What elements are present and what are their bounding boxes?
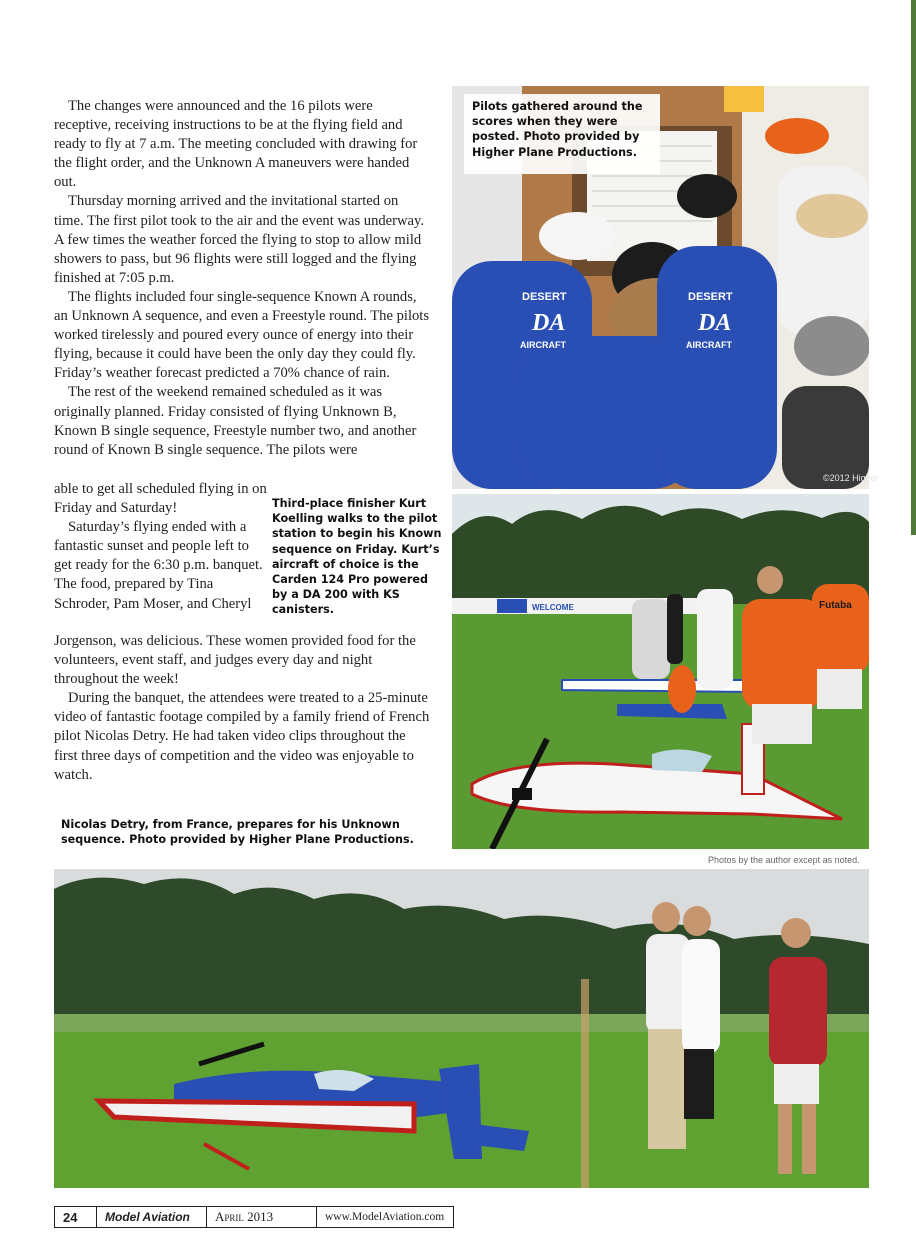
shirt-logo-text: DA (532, 310, 566, 336)
shirt-futaba-text: Futaba (819, 600, 852, 611)
photo-field (54, 869, 869, 1188)
issue-date: April 2013 (207, 1207, 317, 1227)
paragraph: Jorgenson, was delicious. These women provided food for the volunteers, event staff, and judges every day and night throughout the week! (54, 633, 416, 688)
article-column-top (54, 97, 431, 460)
shirt-brand-sub-text: AIRCRAFT (686, 340, 732, 350)
article-column-bottom (54, 632, 431, 785)
paragraph: Thursday morning arrived and the invitational started on time. The first pilot took to the air and the event was underway. A few times the weather forced the flying to stop to allow mild showers to pass, but 96 flights were still logged and the flying finished at 7:05 p.m. (54, 193, 425, 286)
paragraph: During the banquet, the attendees were treated to a 25-minute video of fantastic footage compiled by a family friend of French pilot Nicolas Detry. He had taken video clips throughout the first three days of competition and the video was enjoyable to watch. (54, 690, 430, 783)
shirt-brand-text: DESERT (688, 291, 733, 303)
photo-credit: Photos by the author except as noted. (708, 855, 860, 865)
photo-credit: ©2012 Higher (823, 473, 879, 483)
shirt-logo-text: DA (698, 310, 732, 336)
paragraph: The changes were announced and the 16 pilots were receptive, receiving instructions to be at the flying field and ready to fly at 7 a.m. The meeting concluded with drawing for the flight order, and the Unknown A maneuvers were handed out. (54, 98, 418, 191)
article-column-wrap (54, 480, 270, 614)
photo-pilot-station (452, 494, 869, 849)
magazine-name: Model Aviation (97, 1207, 207, 1227)
photo-field-art (54, 869, 869, 1188)
banner-text: WELCOME (532, 603, 574, 612)
paragraph: Saturday’s flying ended with a fantastic sunset and people left to get ready for the 6:30 p.m. banquet. The food, prepared by Tina Schroder, Pam Moser, and Cheryl (54, 519, 263, 612)
shirt-brand-sub-text: AIRCRAFT (520, 340, 566, 350)
shirt-brand-text: DESERT (522, 291, 567, 303)
page-edge-strip (911, 0, 916, 535)
website-link[interactable]: www.ModelAviation.com (325, 1211, 445, 1223)
page-footer (54, 1206, 454, 1228)
paragraph: able to get all scheduled flying in on Friday and Saturday! (54, 481, 267, 517)
page-number: 24 (55, 1207, 97, 1227)
photo-caption-pilot-station: Third-place finisher Kurt Koelling walks to the pilot station to begin his Known sequence on Friday. Kurt’s aircraft of choice is the Carden 124 Pro powered by a DA 200 with KS canisters. (272, 497, 442, 617)
photo-pilot-station-art (452, 494, 869, 849)
paragraph: The flights included four single-sequence Known A rounds, an Unknown A sequence, and even a Freestyle round. The pilots worked tirelessly and poured every ounce of energy into their flying, because it could have been the only day they could fly. Friday’s weather forecast predicted a 70% chance of rain. (54, 288, 430, 382)
photo-caption-field: Nicolas Detry, from France, prepares for his Unknown sequence. Photo provided by Higher Plane Productions. (61, 818, 414, 847)
paragraph: The rest of the weekend remained scheduled as it was originally planned. Friday consisted of flying Unknown B, Known B single sequence, Freestyle number two, and another round of Known B single sequence. The pilots were (54, 384, 417, 458)
photo-caption-scoreboard: Pilots gathered around the scores when they were posted. Photo provided by Higher Plane Productions. (464, 94, 660, 174)
